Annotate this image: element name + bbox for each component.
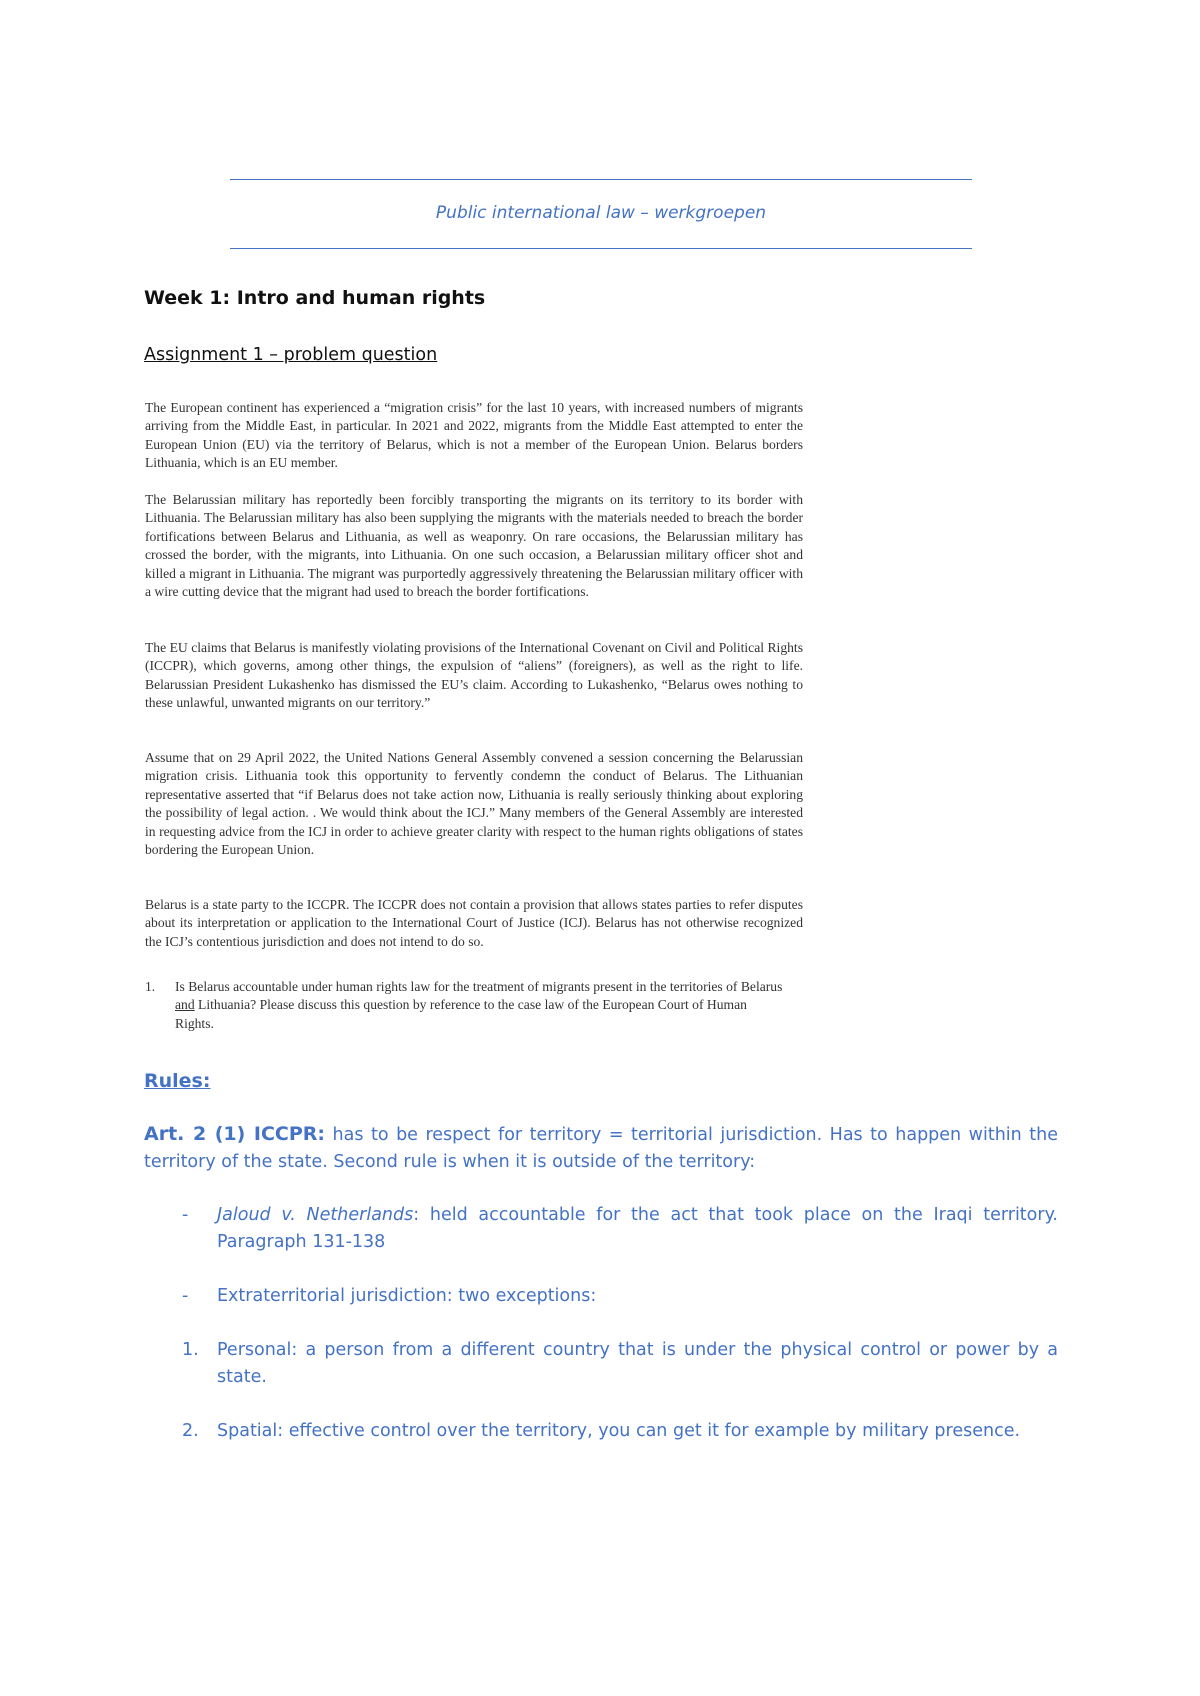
header-title: Public international law – werkgroepen <box>435 203 767 223</box>
rule-item-case <box>182 1202 1058 1256</box>
rule-item-text: Extraterritorial jurisdiction: two exceptions: <box>217 1286 597 1306</box>
case-name: Jaloud v. Netherlands <box>217 1205 414 1225</box>
rule-item-personal <box>182 1337 1058 1391</box>
rules-heading: Rules: <box>144 1070 211 1092</box>
list-marker: 2. <box>182 1421 199 1441</box>
rule-item-text: : held accountable for the act that took place on the Iraqi territory. Paragraph 131-138 <box>217 1205 1058 1252</box>
rule-item-spatial <box>182 1418 1058 1445</box>
rule-item-body <box>217 1202 1058 1256</box>
question-text-before: Is Belarus accountable under human rights law for the treatment of migrants present in the territories of Belarus <box>175 979 783 994</box>
scanned-paragraph-3: The EU claims that Belarus is manifestly violating provisions of the International Covenant on Civil and Political Rights (ICCPR), which governs, among other things, the expulsion of “aliens” (foreigners), as well as the right to life. Belarussian President Lukashenko has dismissed the EU’s claim. According to Lukashenko, “Belarus owes nothing to these unlawful, unwanted migrants on our territory.” <box>145 640 803 711</box>
week-heading: Week 1: Intro and human rights <box>144 287 486 309</box>
list-marker: - <box>182 1205 189 1225</box>
list-marker: - <box>182 1286 189 1306</box>
question-text <box>175 978 785 1033</box>
scanned-paragraph-5: Belarus is a state party to the ICCPR. The ICCPR does not contain a provision that allows states parties to refer disputes about its interpretation or application to the International Court of Justice (ICJ). Belarus has not otherwise recognized the ICJ’s contentious jurisdiction and does not intend to do so. <box>145 897 803 949</box>
art-rule-text: has to be respect for territory = territorial jurisdiction. Has to happen within the territory of the state. Second rule is when it is outside of the territory: <box>144 1125 1058 1172</box>
list-marker: 1. <box>182 1340 199 1360</box>
question-item <box>145 978 785 1033</box>
scanned-paragraph-2: The Belarussian military has reportedly been forcibly transporting the migrants on its territory to its border with Lithuania. The Belarussian military has also been supplying the migrants with the materials needed to breach the border fortifications between Belarus and Lithuania, as well as weaponry. On rare occasions, the Belarussian military has crossed the border, with the migrants, into Lithuania. On one such occasion, a Belarussian military officer shot and killed a migrant in Lithuania. The migrant was purportedly aggressively threatening the Belarussian military officer with a wire cutting device that the migrant had used to breach the border fortifications. <box>145 492 803 600</box>
question-text-underlined: and <box>175 997 195 1013</box>
question-number: 1. <box>145 979 156 994</box>
assignment-heading: Assignment 1 – problem question <box>144 345 438 365</box>
rule-item-text: Personal: a person from a different country that is under the physical control or power by a state. <box>217 1340 1058 1387</box>
rule-item-extraterritorial <box>182 1283 1058 1310</box>
header-bottom-rule <box>230 248 972 249</box>
header-top-rule <box>230 179 972 180</box>
rule-item-text: Spatial: effective control over the territory, you can get it for example by military presence. <box>217 1421 1021 1441</box>
art-rule-paragraph <box>144 1121 1058 1176</box>
art-rule-label: Art. 2 (1) ICCPR: <box>144 1123 326 1145</box>
scanned-paragraph-4: Assume that on 29 April 2022, the United Nations General Assembly convened a session concerning the Belarussian migration crisis. Lithuania took this opportunity to fervently condemn the conduct of Belarus. The Lithuanian representative asserted that “if Belarus does not take action now, Lithuania is really seriously thinking about exploring the possibility of legal action. . We would think about the ICJ.” Many members of the General Assembly are interested in requesting advice from the ICJ in order to achieve greater clarity with respect to the human rights obligations of states bordering the European Union. <box>145 750 803 858</box>
question-text-after: Lithuania? Please discuss this question by reference to the case law of the European Court of Human Rights. <box>175 997 747 1031</box>
scanned-paragraph-1: The European continent has experienced a “migration crisis” for the last 10 years, with increased numbers of migrants arriving from the Middle East, in particular. In 2021 and 2022, migrants from the Middle East attempted to enter the European Union (EU) via the territory of Belarus, which is not a member of the European Union. Belarus borders Lithuania, which is an EU member. <box>145 400 803 471</box>
